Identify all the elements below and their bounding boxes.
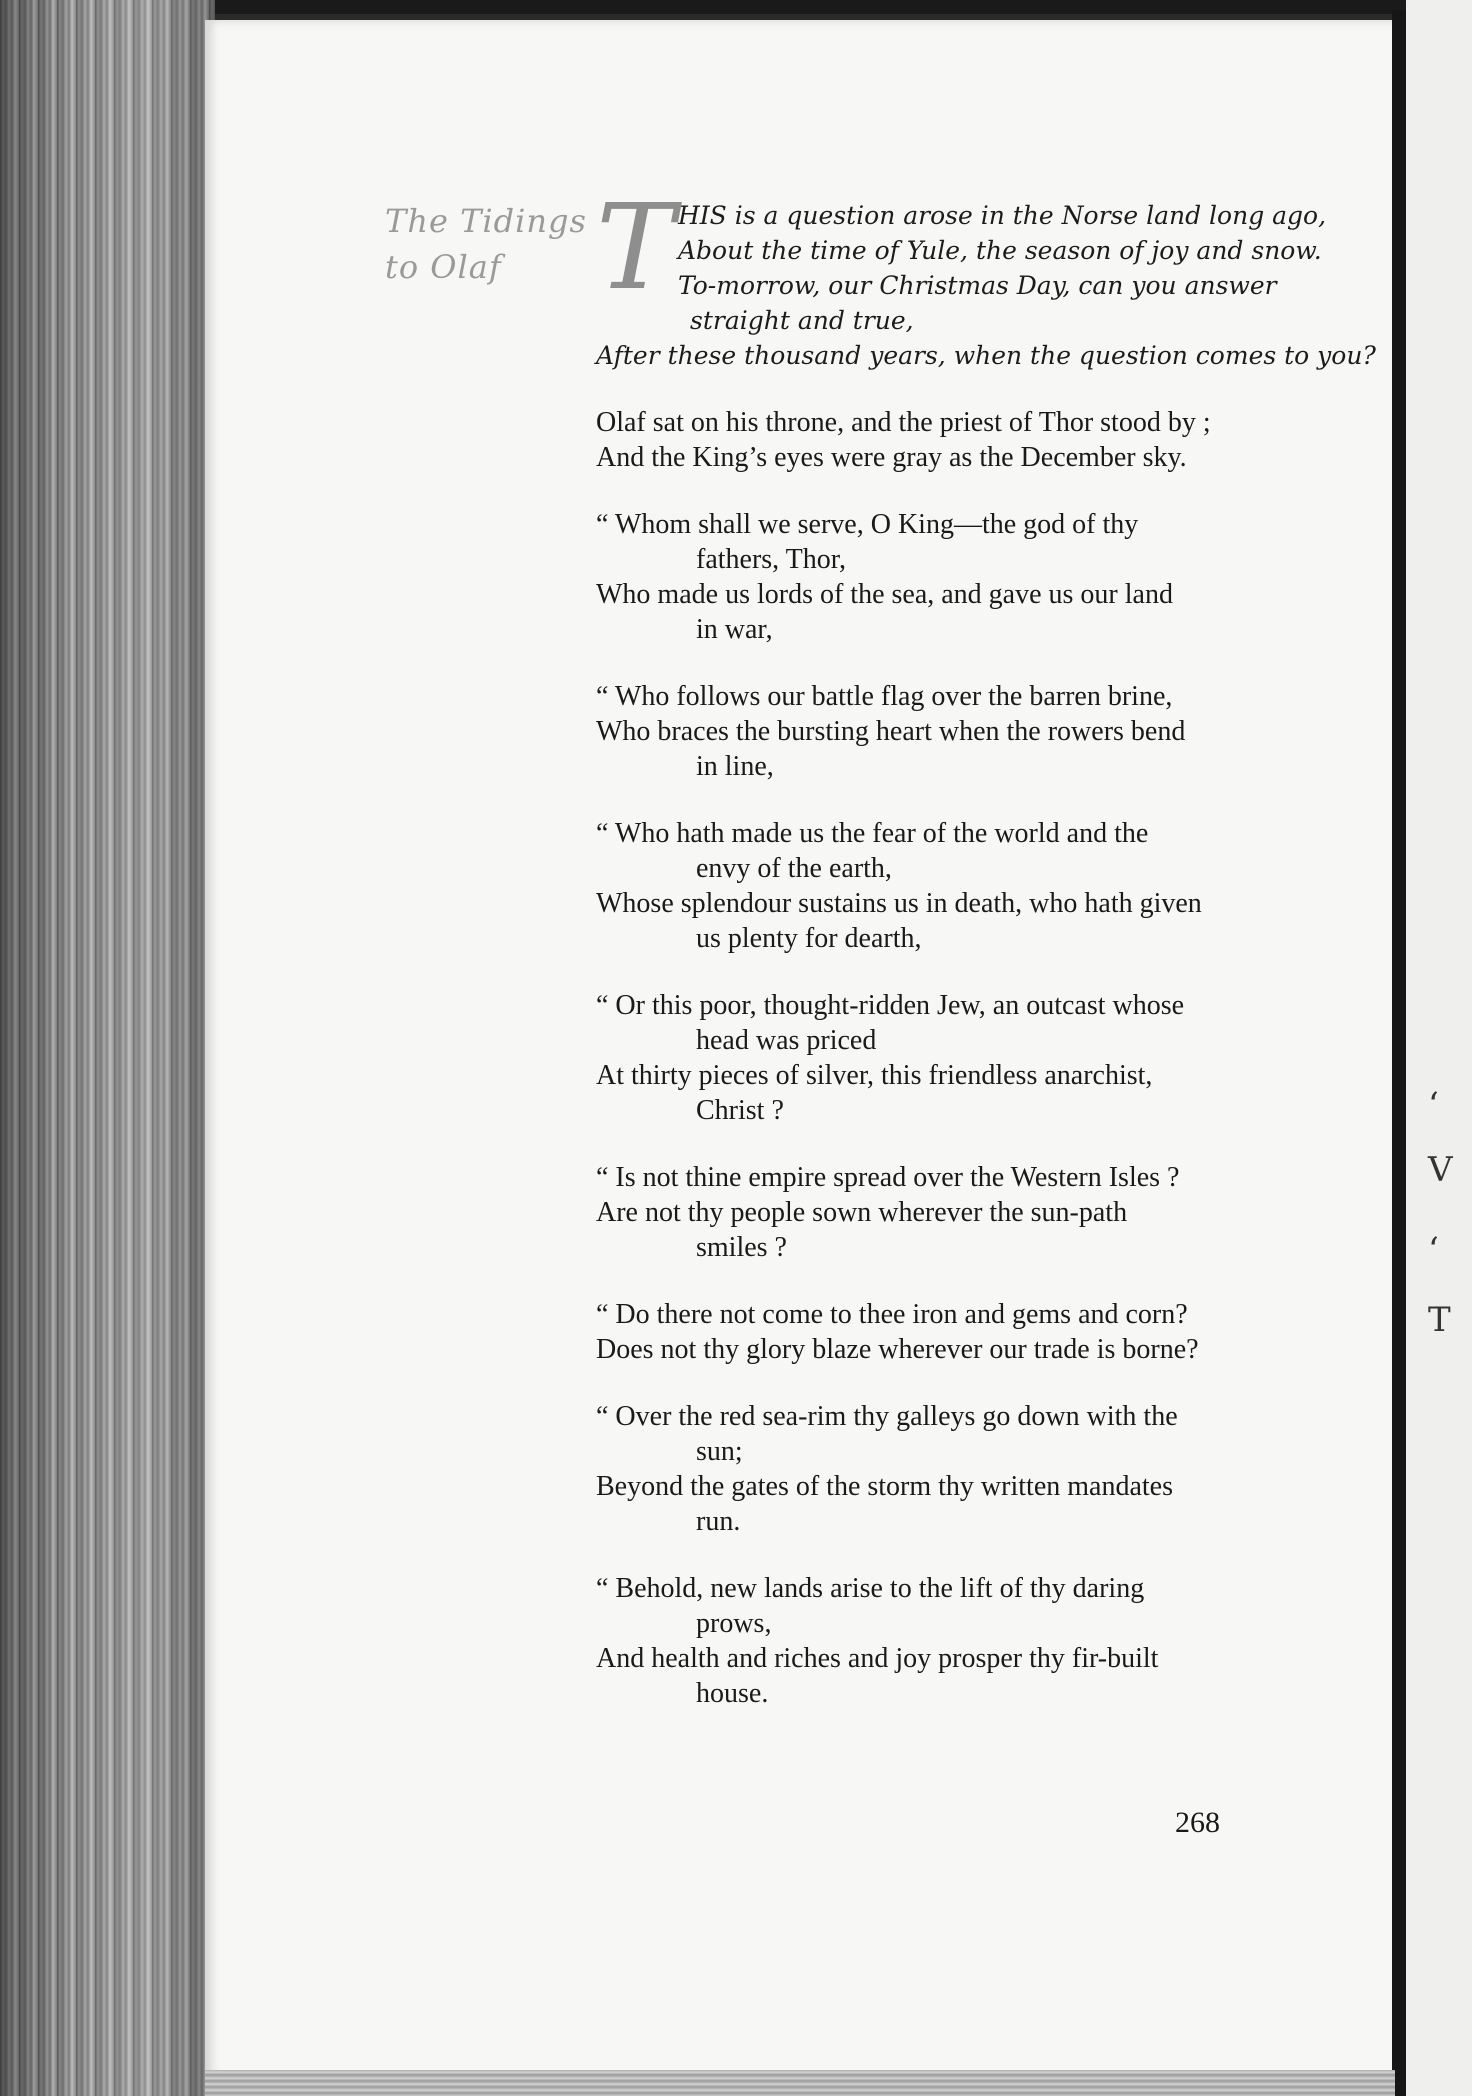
gutter [1392, 10, 1406, 2096]
side-title-line-1: The Tidings [385, 202, 587, 240]
verse-line: Does not thy glory blaze wherever our trade is borne? [596, 1334, 1199, 1365]
verse-line: Christ ? [696, 1095, 784, 1126]
side-title [385, 198, 587, 290]
verse-line: “ Do there not come to thee iron and gems and corn? [596, 1299, 1188, 1330]
verse-line: Olaf sat on his throne, and the priest of Thor stood by ; [596, 407, 1211, 438]
top-edge [0, 0, 1472, 14]
verse-line: in war, [696, 614, 773, 645]
verse-line: Who made us lords of the sea, and gave us our land [596, 579, 1173, 610]
verse-line: prows, [696, 1608, 772, 1639]
verse-line: sun; [696, 1436, 743, 1467]
bottom-page-edges [205, 2070, 1395, 2096]
verse-line: “ Behold, new lands arise to the lift of thy daring [596, 1573, 1145, 1604]
verse-line: “ Or this poor, thought-ridden Jew, an outcast whose [596, 990, 1185, 1021]
verse-line: run. [696, 1506, 741, 1537]
next-page-fragment: V [1428, 1150, 1453, 1190]
verse-line: in line, [696, 751, 774, 782]
intro-line: To-morrow, our Christmas Day, can you answer [678, 271, 1277, 300]
stanza [596, 816, 1326, 956]
verse-line: “ Who hath made us the fear of the world and the [596, 818, 1149, 849]
intro-line: After these thousand years, when the question comes to you? [596, 341, 1376, 370]
verse-line: At thirty pieces of silver, this friendless anarchist, [596, 1060, 1153, 1091]
stanza [596, 1399, 1326, 1539]
next-page-fragment: ‘ [1428, 1230, 1439, 1270]
verse-line: fathers, Thor, [696, 544, 846, 575]
verse-line: And the King’s eyes were gray as the December sky. [596, 442, 1187, 473]
verse-line: Are not thy people sown wherever the sun-path [596, 1197, 1128, 1228]
poem-body [596, 405, 1326, 1743]
verse-line: And health and riches and joy prosper thy fir-built [596, 1643, 1159, 1674]
verse-line: Beyond the gates of the storm thy written mandates [596, 1471, 1173, 1502]
stanza [596, 405, 1326, 475]
verse-line: “ Who follows our battle flag over the barren brine, [596, 681, 1173, 712]
verse-line: “ Is not thine empire spread over the Western Isles ? [596, 1162, 1180, 1193]
verse-line: head was priced [696, 1025, 877, 1056]
verse-line: “ Whom shall we serve, O King—the god of thy [596, 509, 1139, 540]
stanza [596, 1297, 1326, 1367]
next-page-edge [1406, 0, 1472, 2096]
verse-line: “ Over the red sea-rim thy galleys go down with the [596, 1401, 1178, 1432]
verse-line: us plenty for dearth, [696, 923, 922, 954]
intro-line: straight and true, [690, 306, 914, 335]
verse-line: house. [696, 1678, 769, 1709]
stanza [596, 507, 1326, 647]
page-number: 268 [1175, 1806, 1220, 1839]
stanza [596, 1571, 1326, 1711]
stanza [596, 679, 1326, 784]
drop-cap: T [596, 178, 675, 316]
next-page-fragment: ‘ [1428, 1085, 1439, 1125]
verse-line: envy of the earth, [696, 853, 892, 884]
stanza [596, 1160, 1326, 1265]
next-page-fragment: T [1428, 1300, 1451, 1340]
intro-line: About the time of Yule, the season of joy and snow. [678, 236, 1322, 265]
stanza [596, 988, 1326, 1128]
verse-line: Who braces the bursting heart when the rowers bend [596, 716, 1186, 747]
verse-line: Whose splendour sustains us in death, who hath given [596, 888, 1202, 919]
intro-verse [596, 198, 1376, 373]
side-title-line-2: to Olaf [385, 248, 502, 286]
book-page-edges [0, 0, 215, 2096]
intro-line: HIS is a question arose in the Norse land long ago, [678, 201, 1327, 230]
verse-line: smiles ? [696, 1232, 787, 1263]
